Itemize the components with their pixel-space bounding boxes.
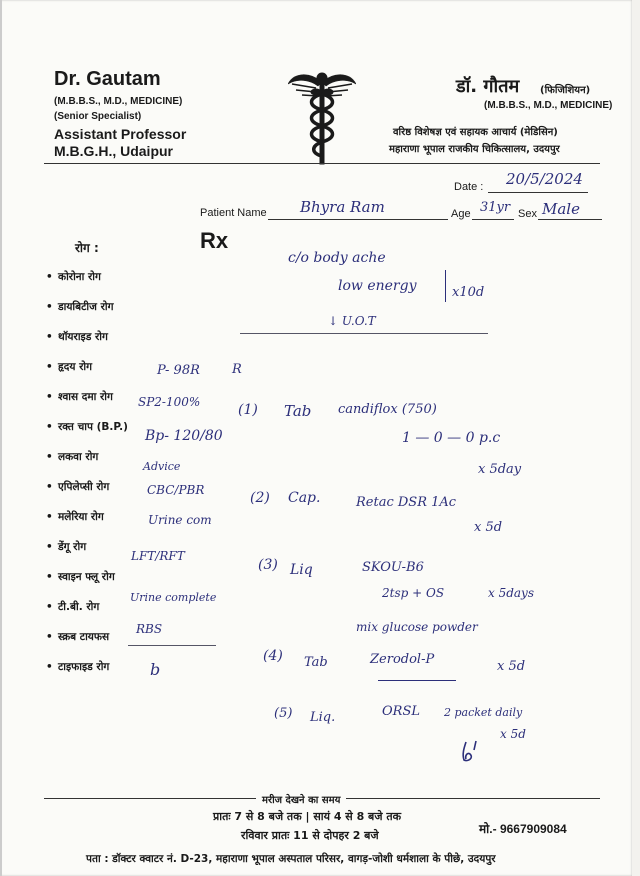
rx1-name: candiflox (750) [338, 402, 437, 417]
rx5-dose: 2 packet daily [444, 706, 523, 719]
date-line [488, 192, 588, 193]
rx3-form: Liq [290, 562, 313, 578]
list-item: • टाइफाइड रोग [46, 661, 110, 673]
sex-line [538, 219, 602, 220]
rx3-duration: x 5days [488, 586, 534, 600]
list-item: • मलेरिया रोग [46, 511, 104, 523]
bp-value: Bp- 120/80 [145, 428, 223, 444]
doctor-hospital-en: M.B.G.H., Udaipur [54, 143, 173, 159]
rx4-name: Zerodol-P [370, 652, 435, 667]
doctor-name-hi: डॉ. गौतम [456, 76, 520, 97]
patient-name-line [268, 219, 448, 220]
sex-label: Sex [518, 208, 537, 220]
doctor-name-en: Dr. Gautam [54, 68, 161, 90]
test-cbc: CBC/PBR [147, 483, 205, 497]
rx-symbol: Rx [200, 228, 229, 253]
test-urine: Urine com [148, 513, 212, 527]
complaint-bracket [445, 270, 446, 302]
doctor-position-hi: वरिष्ठ विशेषज्ञ एवं सहायक आचार्य (मेडिसिन) [393, 127, 558, 138]
rx4-form: Tab [304, 655, 328, 670]
age-value: 31yr [480, 200, 511, 215]
date-value: 20/5/2024 [506, 170, 583, 188]
tests-divider [128, 645, 216, 646]
disease-list [46, 270, 128, 690]
rx1-dose: 1 — 0 — 0 p.c [402, 430, 501, 446]
complaint-divider [240, 333, 488, 334]
pulse-value: P- 98R [157, 363, 200, 378]
rx4-duration: x 5d [497, 659, 526, 674]
signature-mark: b [150, 660, 161, 679]
rx5-form: Liq. [310, 710, 336, 725]
list-item: • कोरोना रोग [46, 271, 101, 283]
rx1-form: Tab [284, 402, 312, 420]
page-edge [0, 0, 2, 876]
rx3-dose: 2tsp + OS [382, 586, 445, 600]
clinic-address: पता : डॉक्टर क्वाटर नं. D-23, महाराणा भूपाल अस्पताल परिसर, वागड़-जोशी धर्मशाला के पीछे, उदयपुर [86, 853, 496, 865]
rx4-underline [378, 680, 456, 681]
doctor-degree-en: (M.B.B.S., M.D., MEDICINE) [54, 96, 183, 107]
rx3-name: SKOU-B6 [362, 560, 424, 575]
list-item: • थॉयराइड रोग [46, 331, 108, 343]
patient-name-value: Bhyra Ram [300, 198, 385, 216]
list-item: • स्वाइन फ्लू रोग [46, 571, 115, 583]
test-urine-complete: Urine complete [130, 591, 217, 604]
rx5-duration: x 5d [500, 727, 526, 741]
visiting-hours-title: मरीज देखने का समय [256, 792, 346, 806]
age-label: Age [451, 208, 471, 220]
rx5-number: (5) [274, 706, 293, 721]
rx3-note: mix glucose powder [356, 620, 478, 634]
sunday-hours: रविवार प्रातः 11 से दोपहर 2 बजे [241, 829, 379, 842]
doctor-degree-hi: (M.B.B.S., M.D., MEDICINE) [484, 100, 613, 111]
test-rbs: RBS [136, 622, 163, 636]
rx2-name: Retac DSR 1Ac [356, 495, 457, 510]
list-item: • लकवा रोग [46, 451, 99, 463]
rx2-duration: x 5d [474, 520, 503, 535]
list-item: • डायबिटीज रोग [46, 301, 114, 313]
doctor-signature [458, 738, 488, 764]
mobile-number: मो.- 9667909084 [479, 822, 567, 836]
list-item: • स्क्रब टायफस [46, 631, 110, 643]
list-item: • डेंगू रोग [46, 541, 87, 553]
advice-label: Advice [143, 460, 181, 473]
list-item: • एपिलेप्सी रोग [46, 481, 110, 493]
rx4-number: (4) [263, 648, 283, 664]
visiting-hours: प्रातः 7 से 8 बजे तक | सायं 4 से 8 बजे तक [213, 810, 402, 823]
complaint-line-1: c/o body ache [288, 250, 386, 266]
complaint-line-2: low energy [338, 278, 417, 294]
patient-name-label: Patient Name [200, 207, 267, 219]
list-item: • रक्त चाप (B.P.) [46, 421, 128, 433]
caduceus-icon [288, 68, 356, 166]
complaint-duration: x10d [452, 285, 485, 300]
rx3-number: (3) [258, 557, 278, 573]
complaint-line-3: ↓ U.O.T [328, 314, 376, 328]
spo2-value: SP2-100% [138, 395, 201, 409]
sex-value: Male [542, 200, 580, 218]
doctor-hospital-hi: महाराणा भूपाल राजकीय चिकित्सालय, उदयपुर [389, 144, 560, 155]
doctor-specialty-hi: (फिजिशियन) [540, 85, 591, 96]
test-lft: LFT/RFT [131, 549, 185, 563]
rog-heading: रोग : [75, 241, 99, 255]
rx1-duration: x 5day [478, 462, 522, 477]
age-line [472, 219, 514, 220]
rx2-number: (2) [250, 490, 270, 506]
header-divider [44, 163, 600, 164]
date-label: Date : [454, 181, 484, 193]
rx5-name: ORSL [382, 704, 420, 719]
list-item: • श्वास दमा रोग [46, 391, 113, 403]
rx1-number: (1) [238, 402, 258, 418]
list-item: • टी.बी. रोग [46, 601, 100, 613]
doctor-position-en: Assistant Professor [54, 126, 187, 142]
doctor-specialty-en: (Senior Specialist) [54, 111, 142, 122]
rx2-form: Cap. [288, 490, 321, 506]
list-item: • हृदय रोग [46, 361, 93, 373]
pulse-mark: R [232, 362, 242, 377]
